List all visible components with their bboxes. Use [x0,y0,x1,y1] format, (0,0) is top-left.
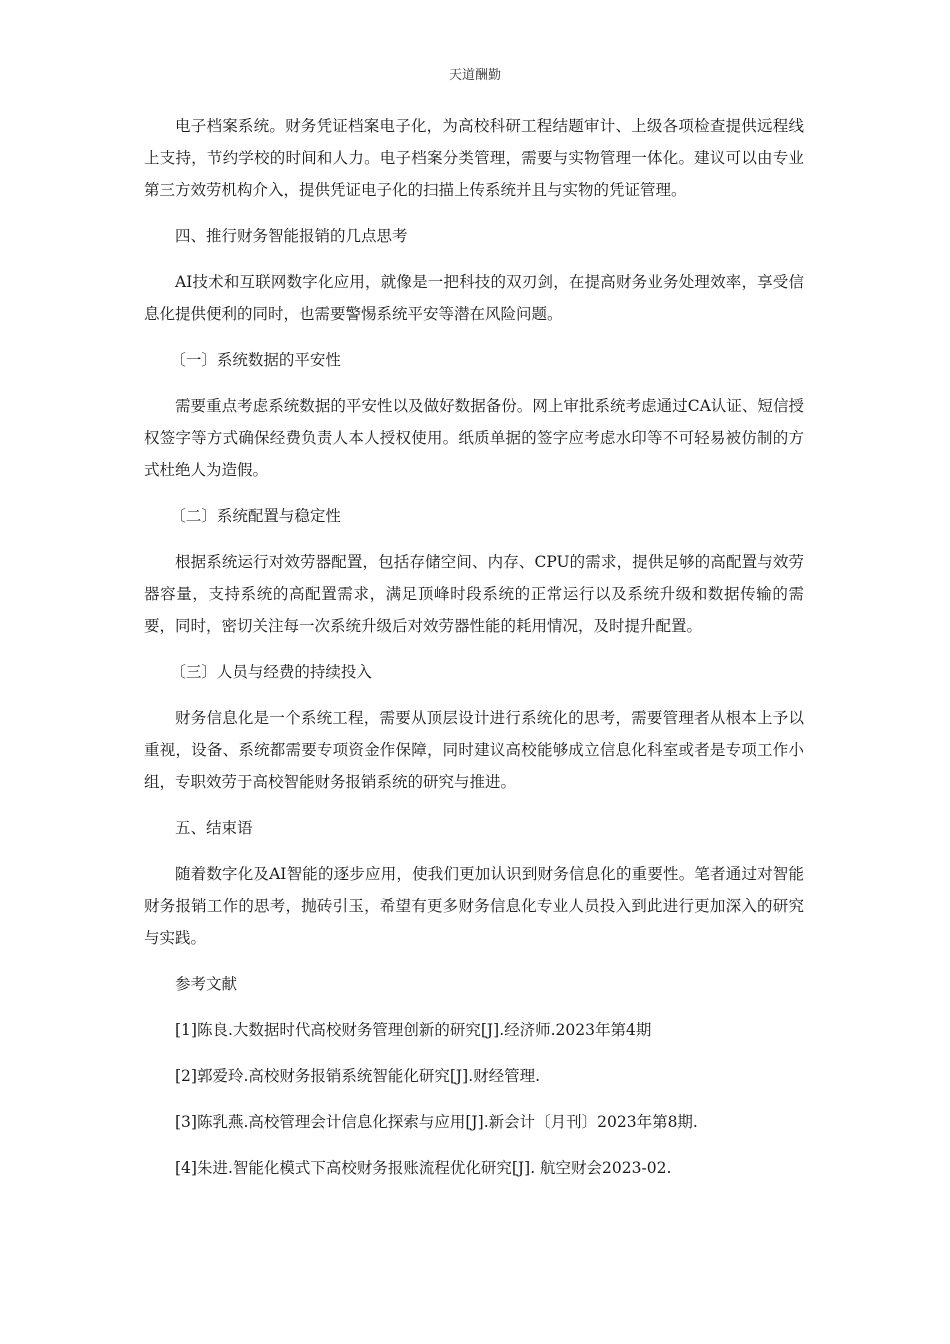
reference-item: [4]朱进.智能化模式下高校财务报账流程优化研究[J]. 航空财会2023-02. [175,1159,672,1177]
subsection-heading-2: 〔二〕系统配置与稳定性 [170,507,341,525]
paragraph-system-config: 根据系统运行对效劳器配置，包括存储空间、内存、CPU的需求，提供足够的高配置与效劳器容量，支持系统的高配置需求，满足顶峰时段系统的正常运行以及系统升级和数据传输的需要，同时，密切关注每一次系统升级后对效劳器性能的耗用情况，及时提升配置。 [144,553,804,635]
paragraph-conclusion: 随着数字化及AI智能的逐步应用，使我们更加认识到财务信息化的重要性。笔者通过对智能财务报销工作的思考，抛砖引玉，希望有更多财务信息化专业人员投入到此进行更加深入的研究与实践。 [144,865,804,947]
page-header: 天道酬勤 [448,68,501,83]
paragraph-data-security: 需要重点考虑系统数据的平安性以及做好数据备份。网上审批系统考虑通过CA认证、短信授权签字等方式确保经费负责人本人授权使用。纸质单据的签字应考虑水印等不可轻易被仿制的方式杜绝人为造假。 [144,397,804,479]
paragraph-ai-double-edge: AI技术和互联网数字化应用，就像是一把科技的双刃剑，在提高财务业务处理效率，享受信息化提供便利的同时，也需要警惕系统平安等潜在风险问题。 [144,273,804,323]
section-heading-4: 四、推行财务智能报销的几点思考 [175,227,408,245]
document-body [144,110,804,1198]
reference-item: [3]陈乳燕.高校管理会计信息化探索与应用[J].新会计〔月刊〕2023年第8期. [175,1113,698,1131]
references-title: 参考文献 [175,975,238,993]
section-heading-5: 五、结束语 [175,819,253,837]
paragraph-personnel-funding: 财务信息化是一个系统工程，需要从顶层设计进行系统化的思考，需要管理者从根本上予以重视，设备、系统都需要专项资金作保障，同时建议高校能够成立信息化科室或者是专项工作小组，专职效劳于高校智能财务报销系统的研究与推进。 [144,709,804,791]
reference-item: [1]陈良.大数据时代高校财务管理创新的研究[J].经济师.2023年第4期 [175,1021,652,1039]
reference-item: [2]郭爱玲.高校财务报销系统智能化研究[J].财经管理. [175,1067,541,1085]
paragraph-electronic-archive: 电子档案系统。财务凭证档案电子化，为高校科研工程结题审计、上级各项检查提供远程线上支持，节约学校的时间和人力。电子档案分类管理，需要与实物管理一体化。建议可以由专业第三方效劳机构介入，提供凭证电子化的扫描上传系统并且与实物的凭证管理。 [144,117,804,199]
subsection-heading-3: 〔三〕人员与经费的持续投入 [170,663,372,681]
subsection-heading-1: 〔一〕系统数据的平安性 [170,351,341,369]
